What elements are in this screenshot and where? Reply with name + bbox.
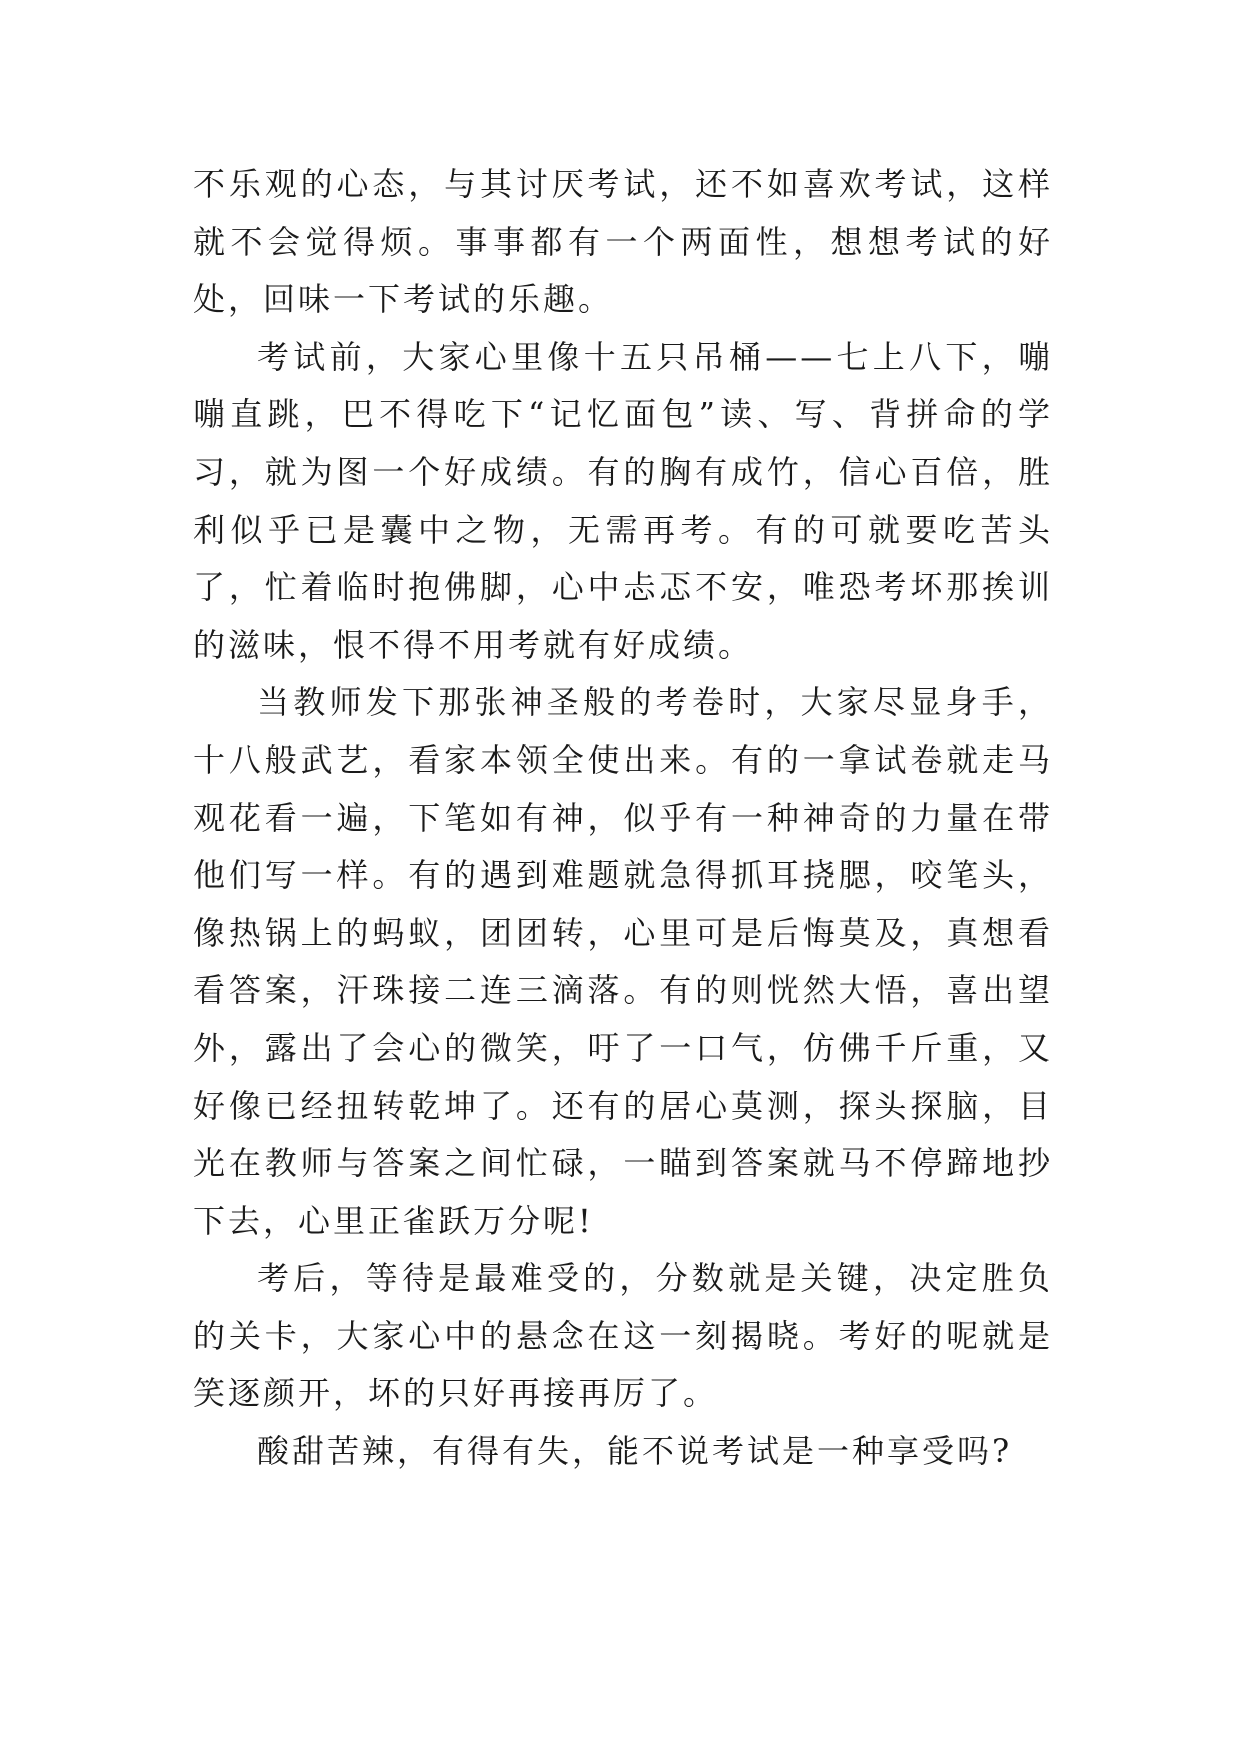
paragraph-before-exam: 考试前，大家心里像十五只吊桶——七上八下，嘣嘣直跳，巴不得吃下“记忆面包”读、写、背拼命的学习，就为图一个好成绩。有的胸有成竹，信心百倍，胜利似乎已是囊中之物，无需再考。有的可就要吃苦头了，忙着临时抱佛脚，心中忐忑不安，唯恐考坏那挨训的滋味，恨不得不用考就有好成绩。 [193,337,1053,664]
paragraph-after-exam: 考后，等待是最难受的，分数就是关键，决定胜负的关卡，大家心中的悬念在这一刻揭晓。考好的呢就是笑逐颜开，坏的只好再接再厉了。 [193,1259,1053,1413]
paragraph-conclusion: 酸甜苦辣，有得有失，能不说考试是一种享受吗? [257,1432,1013,1471]
document-body [193,156,1053,1481]
paragraph-continued: 不乐观的心态，与其讨厌考试，还不如喜欢考试，这样就不会觉得烦。事事都有一个两面性，想想考试的好处，回味一下考试的乐趣。 [193,165,1053,319]
paragraph-during-exam: 当教师发下那张神圣般的考卷时，大家尽显身手，十八般武艺，看家本领全使出来。有的一拿试卷就走马观花看一遍，下笔如有神，似乎有一种神奇的力量在带他们写一样。有的遇到难题就急得抓耳挠腮，咬笔头，像热锅上的蚂蚁，团团转，心里可是后悔莫及，真想看看答案，汗珠接二连三滴落。有的则恍然大悟，喜出望外，露出了会心的微笑，吁了一口气，仿佛千斤重，又好像已经扭转乾坤了。还有的居心莫测，探头探脑，目光在教师与答案之间忙碌，一瞄到答案就马不停蹄地抄下去，心里正雀跃万分呢! [193,683,1053,1240]
